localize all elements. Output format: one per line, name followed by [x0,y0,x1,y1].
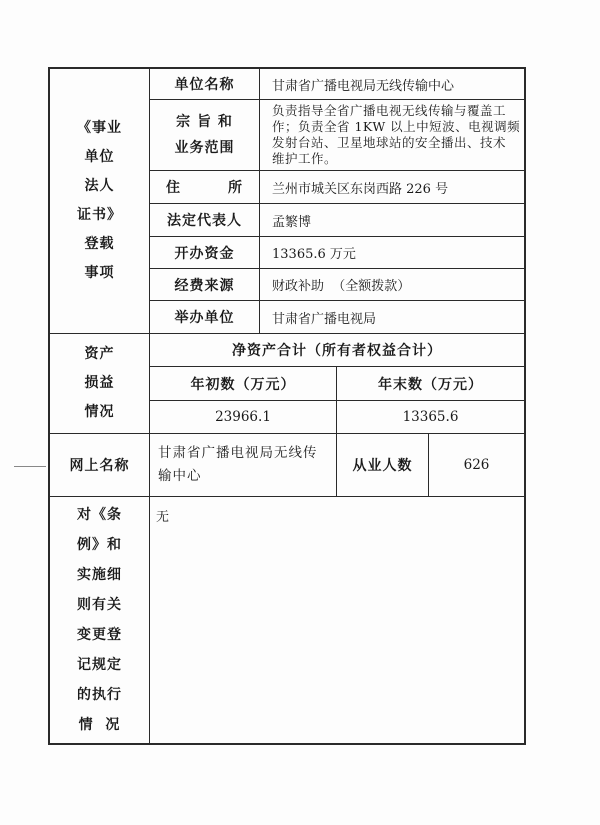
unit-name-value: 甘肃省广播电视局无线传输中心 [272,78,455,94]
frame-bottom [48,743,526,745]
scope-label-line-1: 宗 旨 和 [176,114,233,130]
scope-label-line-2: 业务范围 [174,140,235,156]
compliance-label-line: 对《条 [77,507,122,523]
registration-label-line: 证书》 [77,207,122,223]
registration-label-line: 《事业 [77,120,122,136]
registration-label-line: 单位 [84,149,115,165]
staff-count-value: 626 [463,457,490,473]
compliance-content: 无 [156,510,170,525]
compliance-section-label [50,500,149,743]
compliance-label-line: 实施细 [77,567,122,583]
scope-line-4: 维护工作。 [272,151,338,166]
registration-section-label [50,69,149,333]
compliance-label-line: 则有关 [77,597,122,613]
online-name-line-2: 输中心 [158,468,202,484]
compliance-label-line: 记规定 [77,657,122,673]
section-line-compliance [48,496,526,497]
compliance-label-line: 的执行 [77,687,122,703]
capital-value: 13365.6 万元 [272,247,356,262]
staff-count-label: 从业人数 [352,458,413,474]
end-year-label: 年末数（万元） [378,376,483,393]
online-name-label: 网上名称 [69,458,130,474]
registration-label-line: 登载 [84,236,115,252]
address-value: 兰州市城关区东岗西路 226 号 [272,181,449,197]
assets-label-line: 损益 [84,375,115,391]
net-assets-label: 净资产合计（所有者权益合计） [232,343,442,359]
sponsor-value: 甘肃省广播电视局 [272,311,377,327]
compliance-label-line: 例》和 [77,537,122,553]
scan-mark [14,466,46,467]
end-year-value: 13365.6 [402,409,459,425]
legal-rep-label: 法定代表人 [167,213,242,229]
frame-right [524,67,526,745]
sponsor-label: 举办单位 [174,310,235,326]
online-name-value [150,434,336,496]
funding-label: 经费来源 [174,277,235,294]
address-label: 住 所 [166,180,243,196]
begin-year-value: 23966.1 [215,409,271,425]
compliance-label-line: 情 况 [78,717,121,733]
unit-name-label: 单位名称 [174,77,235,93]
online-name-line-1: 甘肃省广播电视局无线传 [158,445,318,461]
begin-year-label: 年初数（万元） [190,376,296,393]
scope-value [260,100,524,170]
compliance-label-line: 变更登 [77,627,122,643]
legal-rep-value: 孟繁博 [272,214,312,230]
assets-section-label [50,334,149,433]
registration-label-line: 法人 [84,178,115,194]
scope-label [150,100,259,170]
scope-line-3: 发射台站、卫星地球站的安全播出、技术 [272,135,507,150]
scope-line-2: 作；负责全省 1KW 以上中短波、电视调频 [272,119,521,134]
capital-label: 开办资金 [174,245,235,262]
assets-label-line: 资产 [84,346,115,362]
assets-label-line: 情况 [84,404,115,420]
funding-value: 财政补助 （全额拨款） [272,279,411,294]
scope-line-1: 负责指导全省广播电视无线传输与覆盖工 [272,103,507,118]
registration-label-line: 事项 [84,265,115,281]
